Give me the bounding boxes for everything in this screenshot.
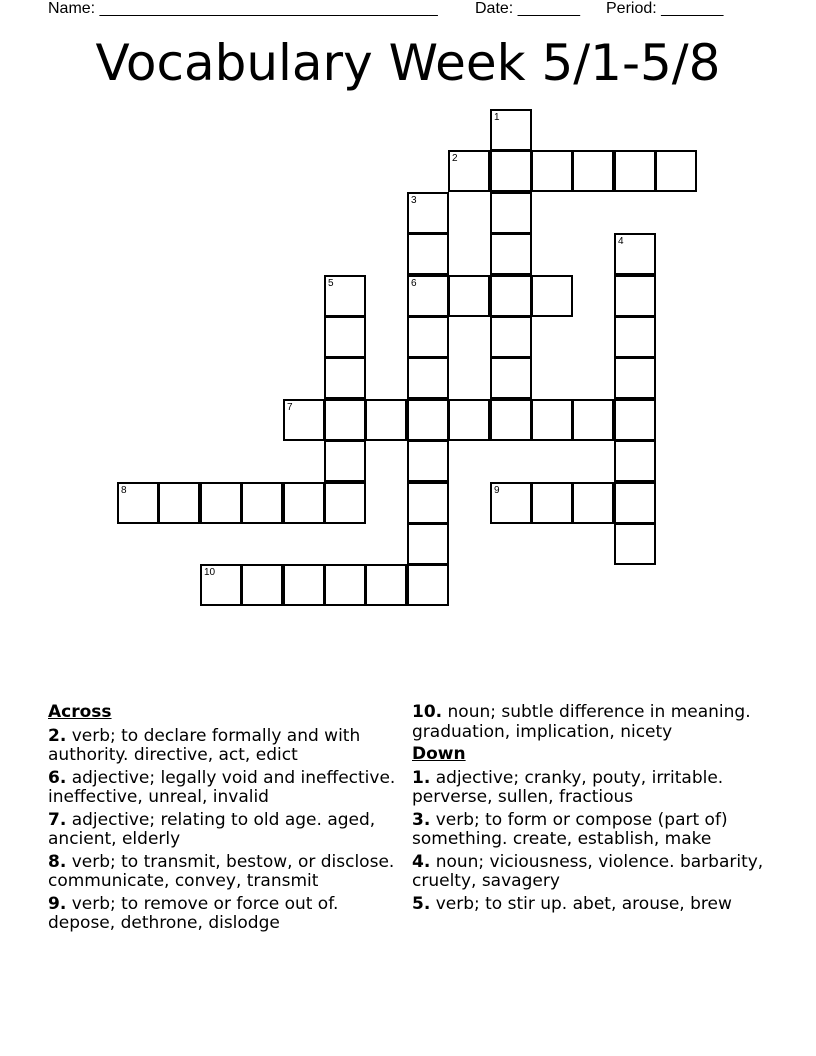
- crossword-cell[interactable]: [241, 482, 283, 524]
- across-heading: Across: [48, 702, 112, 722]
- clue-across-9: [48, 895, 398, 934]
- clue-number: 5.: [412, 893, 431, 914]
- crossword-cell[interactable]: [490, 150, 532, 192]
- clue-across-8: [48, 853, 398, 892]
- crossword-cell[interactable]: [614, 357, 656, 399]
- clue-number: 10.: [412, 702, 443, 722]
- crossword-cell[interactable]: [283, 564, 325, 606]
- crossword-cell[interactable]: [200, 482, 242, 524]
- clue-across-2: [48, 727, 398, 766]
- crossword-cell[interactable]: [490, 233, 532, 275]
- cell-number: 5: [328, 278, 334, 289]
- clue-number: 6.: [48, 767, 67, 788]
- crossword-cell[interactable]: [200, 564, 242, 606]
- crossword-cell[interactable]: [407, 357, 449, 399]
- crossword-cell[interactable]: [490, 109, 532, 151]
- crossword-cell[interactable]: [283, 482, 325, 524]
- crossword-cell[interactable]: [407, 275, 449, 317]
- clue-number: 2.: [48, 725, 67, 746]
- clue-text: adjective; relating to old age. aged, ancient, elderly: [48, 809, 376, 849]
- down-heading: Down: [412, 744, 466, 764]
- clue-number: 1.: [412, 767, 431, 788]
- crossword-cell[interactable]: [407, 564, 449, 606]
- crossword-cell[interactable]: [531, 275, 573, 317]
- cell-number: 7: [287, 402, 293, 413]
- cell-number: 3: [411, 195, 417, 206]
- crossword-cell[interactable]: [407, 399, 449, 441]
- clues-column-right: [412, 703, 767, 917]
- clue-text: noun; viciousness, violence. barbarity, cruelty, savagery: [412, 851, 764, 891]
- crossword-cell[interactable]: [448, 399, 490, 441]
- page-title: Vocabulary Week 5/1-5/8: [95, 34, 721, 92]
- crossword-cell[interactable]: [407, 523, 449, 565]
- crossword-cell[interactable]: [324, 357, 366, 399]
- crossword-cell[interactable]: [407, 316, 449, 358]
- crossword-cell[interactable]: [490, 192, 532, 234]
- clue-text: adjective; cranky, pouty, irritable. perverse, sullen, fractious: [412, 767, 724, 807]
- clue-across-6: [48, 769, 398, 808]
- cell-number: 2: [452, 153, 458, 164]
- crossword-cell[interactable]: [614, 233, 656, 275]
- crossword-cell[interactable]: [324, 482, 366, 524]
- clue-number: 7.: [48, 809, 67, 830]
- crossword-cell[interactable]: [572, 150, 614, 192]
- crossword-cell[interactable]: [448, 275, 490, 317]
- crossword-cell[interactable]: [490, 275, 532, 317]
- clue-text: verb; to stir up. abet, arouse, brew: [430, 893, 732, 914]
- cell-number: 9: [494, 485, 500, 496]
- crossword-cell[interactable]: [614, 482, 656, 524]
- crossword-cell[interactable]: [324, 399, 366, 441]
- crossword-cell[interactable]: [572, 482, 614, 524]
- crossword-cell[interactable]: [614, 275, 656, 317]
- clue-down-1: [412, 769, 767, 808]
- crossword-cell[interactable]: [117, 482, 159, 524]
- crossword-cell[interactable]: [241, 564, 283, 606]
- crossword-cell[interactable]: [531, 399, 573, 441]
- crossword-cell[interactable]: [283, 399, 325, 441]
- crossword-cell[interactable]: [490, 316, 532, 358]
- clue-text: verb; to form or compose (part of) something. create, establish, make: [412, 809, 728, 849]
- clue-text: adjective; legally void and ineffective. ineffective, unreal, invalid: [48, 767, 396, 807]
- crossword-cell[interactable]: [407, 233, 449, 275]
- crossword-cell[interactable]: [324, 275, 366, 317]
- cell-number: 8: [121, 485, 127, 496]
- cell-number: 6: [411, 278, 417, 289]
- clue-number: 8.: [48, 851, 67, 872]
- name-field[interactable]: Name: ______________________________________: [48, 0, 438, 17]
- crossword-cell[interactable]: [614, 316, 656, 358]
- clue-text: noun; subtle difference in meaning. graduation, implication, nicety: [412, 702, 751, 742]
- clues-column-left: [48, 703, 398, 937]
- clue-across-7: [48, 811, 398, 850]
- crossword-cell[interactable]: [531, 482, 573, 524]
- cell-number: 10: [204, 567, 216, 578]
- crossword-cell[interactable]: [614, 399, 656, 441]
- cell-number: 1: [494, 112, 500, 123]
- cell-number: 4: [618, 236, 624, 247]
- crossword-cell[interactable]: [407, 192, 449, 234]
- crossword-cell[interactable]: [490, 482, 532, 524]
- period-field[interactable]: Period: _______: [606, 0, 724, 17]
- crossword-cell[interactable]: [655, 150, 697, 192]
- crossword-cell[interactable]: [365, 399, 407, 441]
- clue-down-5: [412, 895, 767, 915]
- crossword-cell[interactable]: [324, 316, 366, 358]
- crossword-cell[interactable]: [614, 150, 656, 192]
- crossword-cell[interactable]: [614, 440, 656, 482]
- crossword-cell[interactable]: [407, 482, 449, 524]
- clue-number: 9.: [48, 893, 67, 914]
- crossword-cell[interactable]: [490, 357, 532, 399]
- crossword-cell[interactable]: [448, 150, 490, 192]
- date-field[interactable]: Date: _______: [475, 0, 580, 17]
- clue-number: 4.: [412, 851, 431, 872]
- clue-down-4: [412, 853, 767, 892]
- crossword-cell[interactable]: [614, 523, 656, 565]
- crossword-cell[interactable]: [531, 150, 573, 192]
- crossword-cell[interactable]: [324, 564, 366, 606]
- crossword-cell[interactable]: [158, 482, 200, 524]
- clue-down-3: [412, 811, 767, 850]
- crossword-cell[interactable]: [324, 440, 366, 482]
- crossword-cell[interactable]: [572, 399, 614, 441]
- clue-text: verb; to transmit, bestow, or disclose. communicate, convey, transmit: [48, 851, 395, 891]
- crossword-cell[interactable]: [407, 440, 449, 482]
- clue-across-10: [412, 703, 767, 742]
- crossword-cell[interactable]: [365, 564, 407, 606]
- clue-text: verb; to declare formally and with authority. directive, act, edict: [48, 725, 361, 765]
- crossword-cell[interactable]: [490, 399, 532, 441]
- clue-number: 3.: [412, 809, 431, 830]
- clue-text: verb; to remove or force out of. depose, dethrone, dislodge: [48, 893, 339, 933]
